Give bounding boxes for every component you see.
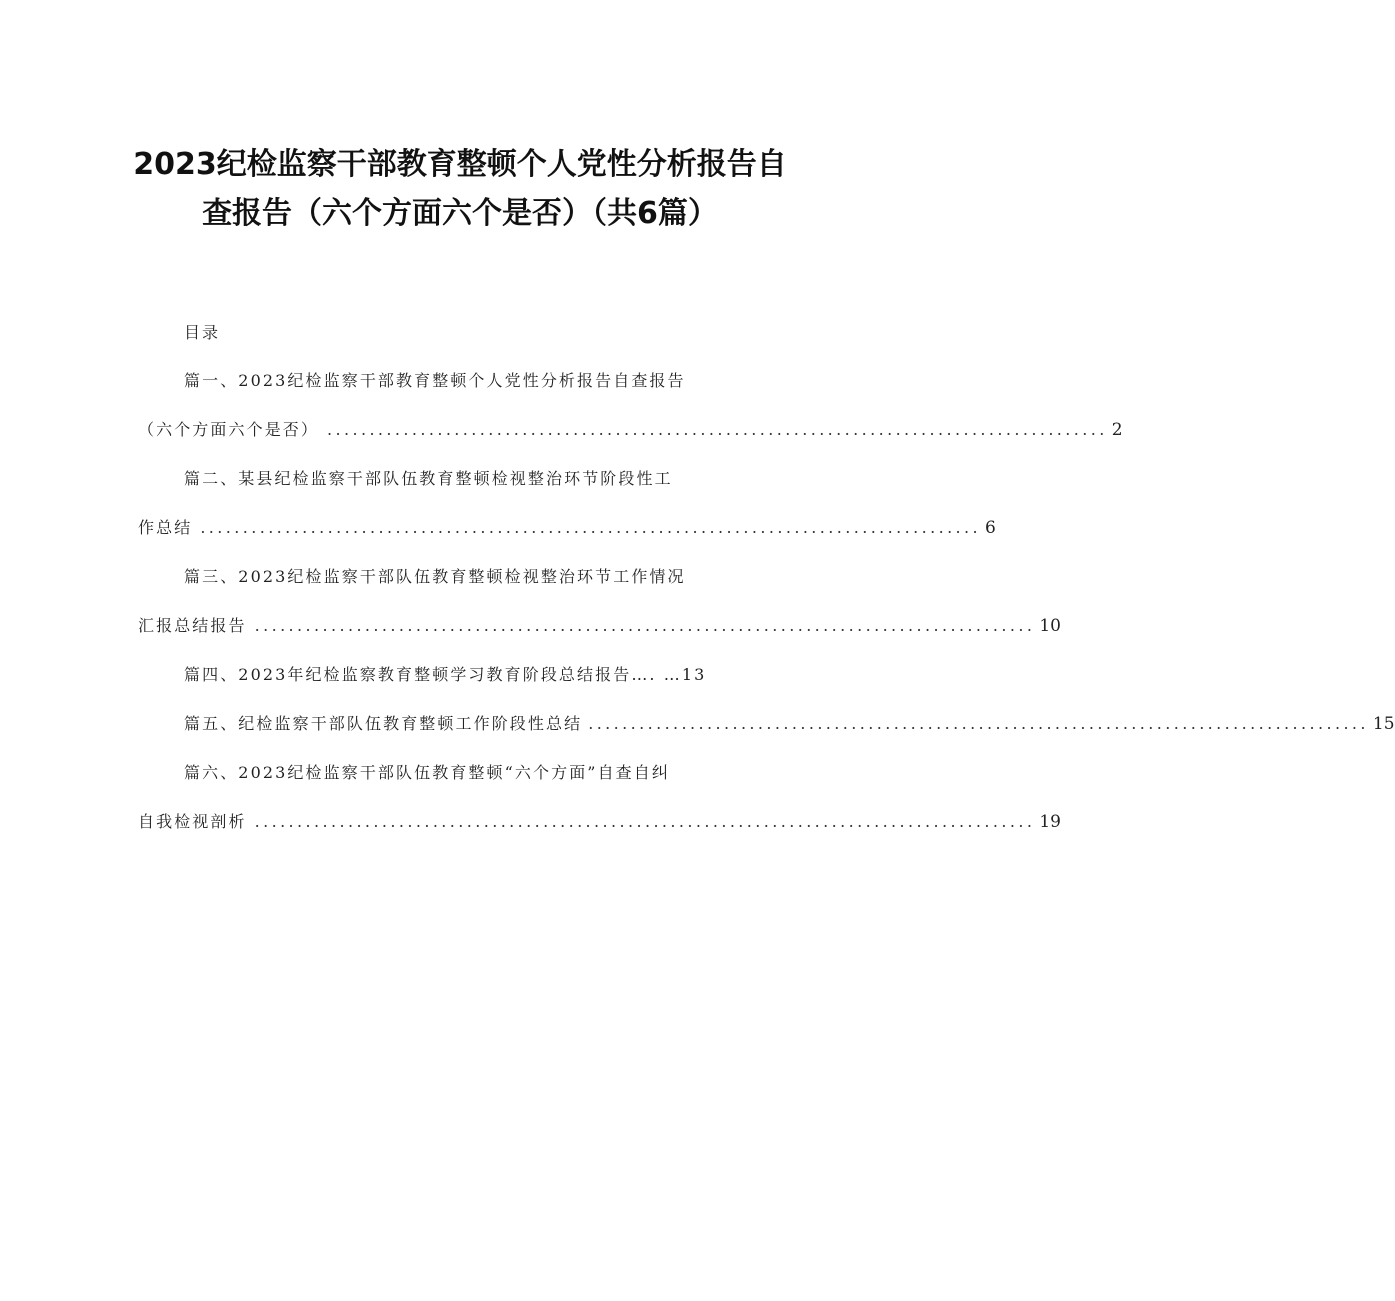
toc-heading: 目录 xyxy=(184,323,221,342)
toc-entry-3-line-2[interactable] xyxy=(138,615,1061,637)
toc-entry-3-page: 10 xyxy=(1039,616,1061,636)
toc-entry-6-page: 19 xyxy=(1039,812,1061,832)
toc-entry-6-line-2[interactable] xyxy=(138,811,1061,833)
toc-entry-2-text: 作总结 xyxy=(138,518,193,537)
toc-leader-dots: ............................................................................................ xyxy=(327,420,1108,439)
toc-entry-3-line-1[interactable]: 篇三、2023纪检监察干部队伍教育整顿检视整治环节工作情况 xyxy=(184,567,686,586)
toc-entry-5-text: 篇五、纪检监察干部队伍教育整顿工作阶段性总结 xyxy=(184,714,583,733)
toc-entry-5[interactable] xyxy=(184,713,1395,735)
toc-entry-1-line-1[interactable]: 篇一、2023纪检监察干部教育整顿个人党性分析报告自查报告 xyxy=(184,371,686,390)
toc-entry-6-line-1[interactable]: 篇六、2023纪检监察干部队伍教育整顿“六个方面”自查自纠 xyxy=(184,763,670,782)
toc-leader-dots: ............................................................................................ xyxy=(254,616,1036,635)
document-title: 2023纪检监察干部教育整顿个人党性分析报告自查报告（六个方面六个是否）（共6篇） xyxy=(133,147,787,231)
toc-entry-3-text: 汇报总结报告 xyxy=(138,616,247,635)
toc-entry-4[interactable]: 篇四、2023年纪检监察教育整顿学习教育阶段总结报告…. …13 xyxy=(184,665,707,684)
toc-entry-6-text: 自我检视剖析 xyxy=(138,812,247,831)
toc-entry-5-page: 15 xyxy=(1372,714,1395,734)
toc-entry-2-line-1[interactable]: 篇二、某县纪检监察干部队伍教育整顿检视整治环节阶段性工 xyxy=(184,469,673,488)
toc-leader-dots: ............................................................................................ xyxy=(588,714,1369,733)
toc-entry-2-page: 6 xyxy=(985,518,996,538)
toc-leader-dots: ............................................................................................ xyxy=(200,518,982,537)
toc-entry-1-line-2[interactable] xyxy=(138,419,1123,441)
toc-entry-1-text: （六个方面六个是否） xyxy=(138,420,320,439)
toc-entry-1-page: 2 xyxy=(1111,420,1123,440)
toc-leader-dots: ............................................................................................ xyxy=(254,812,1036,831)
toc-entry-2-line-2[interactable] xyxy=(138,517,996,539)
